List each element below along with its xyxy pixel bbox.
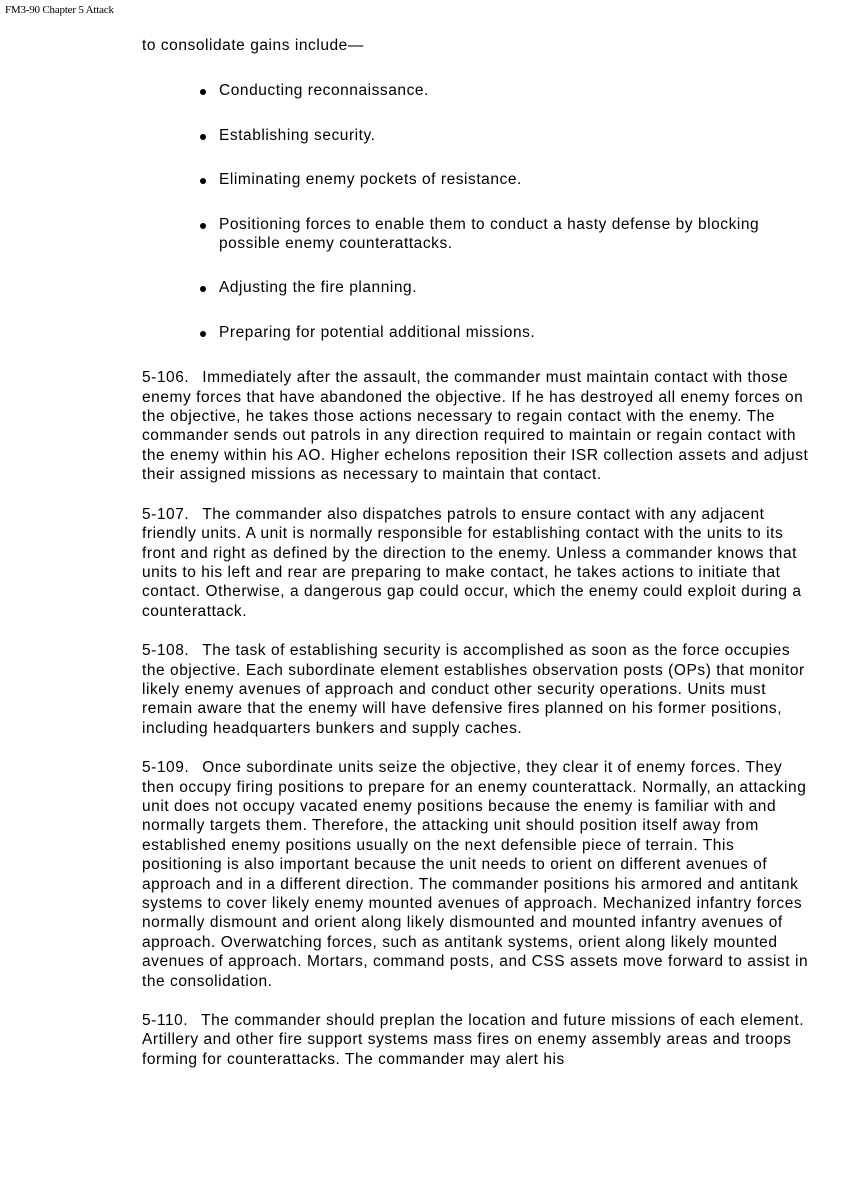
paragraph-text: The commander also dispatches patrols to ensure contact with any adjacent friendly units. A unit is normally responsible for establishing contact with the units to its front and right as defined by the direction to the enemy. Unless a commander knows that units to his left and rear are preparing to make contact, he takes actions to initiate that contact. Otherwise, a dangerous gap could occur, which the enemy could exploit during a counterattack.	[142, 505, 802, 620]
consolidation-list	[142, 81, 810, 342]
list-item: Establishing security.	[219, 126, 810, 145]
paragraph-5-109	[142, 758, 810, 991]
paragraph-number: 5-109.	[142, 759, 190, 777]
document-body	[142, 36, 810, 1069]
list-item: Eliminating enemy pockets of resistance.	[219, 170, 810, 189]
list-item: Preparing for potential additional missions.	[219, 323, 810, 342]
paragraph-5-108	[142, 641, 810, 738]
paragraph-5-107	[142, 505, 810, 621]
paragraph-text: The task of establishing security is accomplished as soon as the force occupies the objective. Each subordinate element establishes observation posts (OPs) that monitor likely enemy avenues of approach and conduct other security operations. Units must remain aware that the enemy will have defensive fires planned on his former positions, including headquarters bunkers and supply caches.	[142, 642, 805, 737]
list-item: Adjusting the fire planning.	[219, 278, 810, 297]
paragraph-number: 5-108.	[142, 642, 190, 660]
list-item: Conducting reconnaissance.	[219, 81, 810, 100]
paragraph-number: 5-106.	[142, 369, 190, 387]
paragraph-list	[142, 368, 810, 1069]
paragraph-number: 5-107.	[142, 505, 190, 523]
paragraph-5-106	[142, 368, 810, 484]
intro-line: to consolidate gains include—	[142, 37, 364, 54]
paragraph-number: 5-110.	[142, 1012, 189, 1030]
list-item: Positioning forces to enable them to conduct a hasty defense by blocking possible enemy counterattacks.	[219, 215, 810, 254]
page-header: FM3-90 Chapter 5 Attack	[5, 4, 114, 16]
paragraph-5-110	[142, 1011, 810, 1069]
paragraph-text: Immediately after the assault, the commander must maintain contact with those enemy forces that have abandoned the objective. If he has destroyed all enemy forces on the objective, he takes those actions necessary to regain contact with the enemy. The commander sends out patrols in any direction required to maintain or regain contact with the enemy within his AO. Higher echelons reposition their ISR collection assets and adjust their assigned missions as necessary to maintain that contact.	[142, 369, 809, 484]
paragraph-text: Once subordinate units seize the objective, they clear it of enemy forces. They then occupy firing positions to prepare for an enemy counterattack. Normally, an attacking unit does not occupy vacated enemy positions because the enemy is familiar with and normally targets them. Therefore, the attacking unit should position itself away from established enemy positions usually on the next defensible piece of terrain. This positioning is also important because the unit needs to orient on different avenues of approach and in a different direction. The commander positions his armored and antitank systems to cover likely enemy mounted avenues of approach. Mechanized infantry forces normally dismount and orient along likely dismounted and mounted infantry avenues of approach. Overwatching forces, such as antitank systems, orient along likely mounted avenues of approach. Mortars, command posts, and CSS assets move forward to assist in the consolidation.	[142, 759, 809, 990]
paragraph-text: The commander should preplan the location and future missions of each element. Artillery and other fire support systems mass fires on enemy assembly areas and troops forming for counterattacks. The commander may alert his	[142, 1012, 805, 1068]
